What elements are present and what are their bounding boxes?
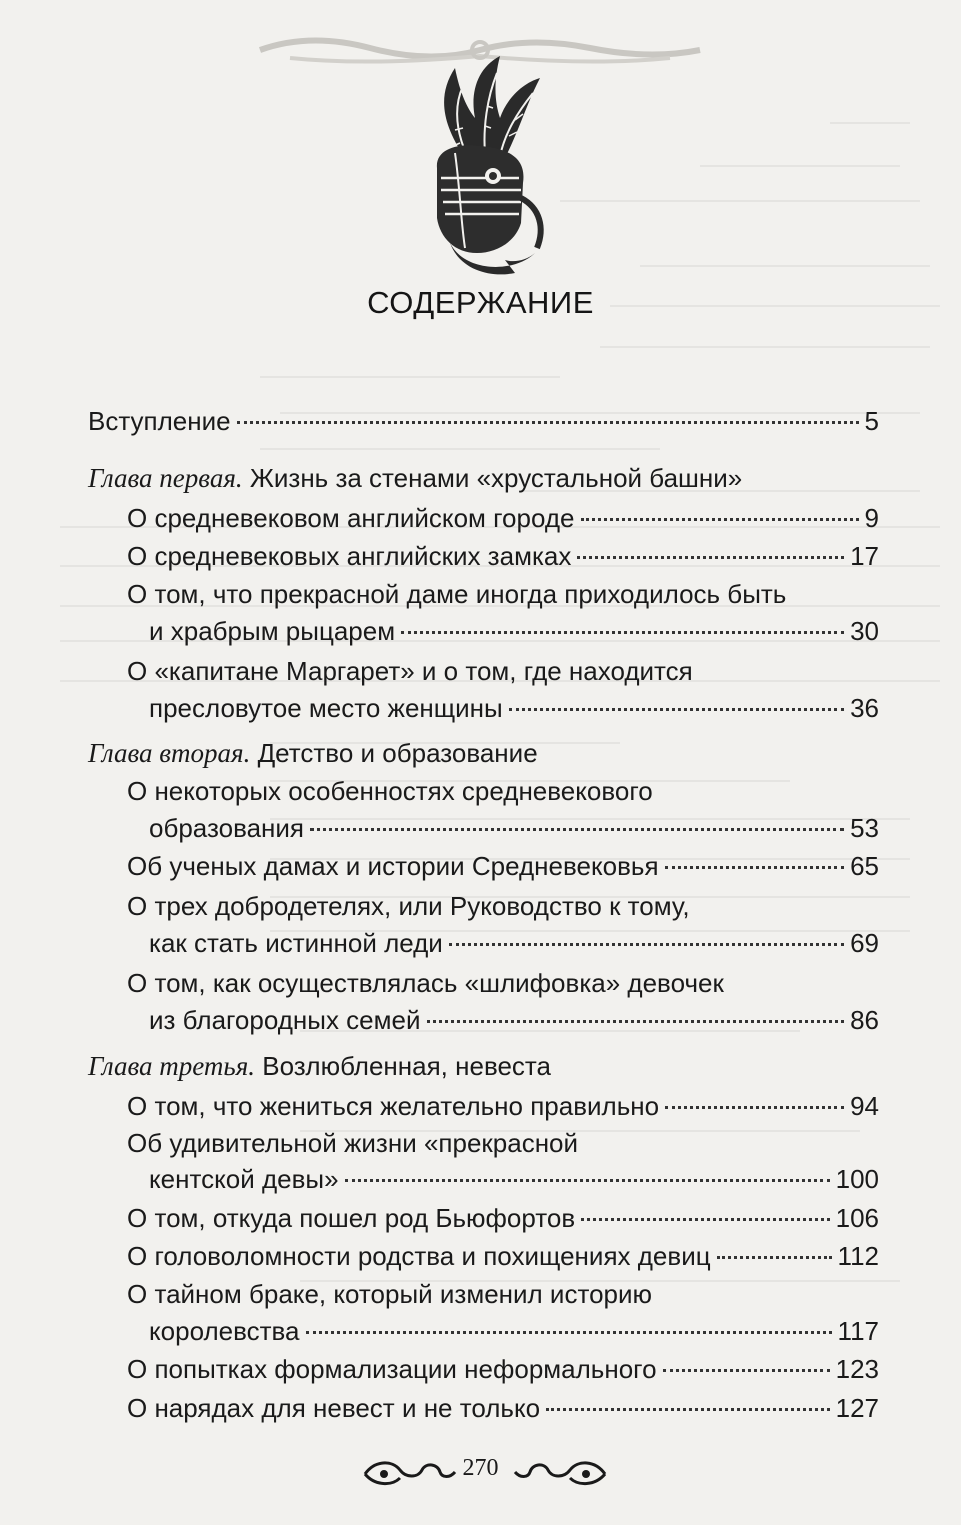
leader-dots (509, 708, 844, 711)
toc-entry-title: О том, откуда пошел род Бьюфортов (127, 1203, 576, 1233)
leader-dots (345, 1179, 830, 1182)
toc-entry (127, 1353, 879, 1385)
toc-entry-line (127, 1127, 879, 1159)
page-number: 270 (462, 1455, 499, 1481)
leader-dots (577, 556, 844, 559)
leader-dots (449, 943, 844, 946)
toc-entry-title: О трех добродетелях, или Руководство к тому, (127, 891, 690, 921)
leader-dots (427, 1020, 845, 1023)
toc-entry-title: О «капитане Маргарет» и о том, где находится (127, 656, 693, 686)
chapter-heading (88, 462, 879, 494)
toc-entry-page: 127 (835, 1393, 879, 1423)
chapter-title: Детство и образование (257, 738, 538, 768)
toc-entry-title: О том, как осуществлялась «шлифовка» девочек (127, 968, 724, 998)
chapter-number: Глава вторая. (88, 738, 251, 768)
toc-entry-title: кентской девы» (149, 1164, 339, 1194)
page-title: СОДЕРЖАНИЕ (367, 285, 594, 320)
chapter-number: Глава первая. (88, 463, 243, 493)
toc-entry-continuation (149, 692, 879, 724)
toc-entry-page: 112 (837, 1241, 879, 1271)
toc-entry-continuation (149, 1163, 879, 1195)
toc-entry-page: 69 (850, 928, 879, 958)
chapter-heading (88, 1050, 879, 1082)
toc-entry-page: 117 (837, 1316, 879, 1346)
leader-dots (306, 1331, 832, 1334)
toc-entry-continuation (149, 812, 879, 844)
toc-entry-title: О попытках формализации неформального (127, 1354, 657, 1384)
toc-entry-page: 94 (850, 1091, 879, 1121)
toc-entry-page: 86 (850, 1005, 879, 1035)
toc-entry-title: образования (149, 813, 305, 843)
toc-entry-page: 123 (835, 1354, 879, 1384)
toc-entry-page: 100 (835, 1164, 879, 1194)
leader-dots (665, 1106, 844, 1109)
toc-entry-page: 65 (850, 851, 879, 881)
toc-entry-title: О том, что прекрасной даме иногда приходилось быть (127, 579, 787, 609)
toc-entry-line (127, 578, 879, 610)
toc-entry-page: 9 (864, 503, 879, 533)
toc-entry-title: Об удивительной жизни «прекрасной (127, 1128, 579, 1158)
toc-entry-continuation (149, 1315, 879, 1347)
leader-dots (546, 1408, 830, 1411)
chapter-title: Возлюбленная, невеста (262, 1051, 552, 1081)
toc-entry-page: 30 (850, 616, 879, 646)
leader-dots (401, 631, 844, 634)
toc-entry-line (127, 775, 879, 807)
toc-entry-title: О средневековом английском городе (127, 503, 575, 533)
toc-entry-title: О том, что жениться желательно правильно (127, 1091, 660, 1121)
toc-entry-line (127, 1278, 879, 1310)
leader-dots (581, 518, 859, 521)
toc-entry-line (127, 890, 879, 922)
toc-entry (127, 850, 879, 882)
toc-entry-title: королевства (149, 1316, 300, 1346)
chapter-heading (88, 737, 879, 769)
leader-dots (663, 1369, 830, 1372)
chapter-number: Глава третья. (88, 1051, 256, 1081)
toc-entry-continuation (149, 1004, 879, 1036)
toc-entry-line (127, 967, 879, 999)
chapter-title: Жизнь за стенами «хрустальной башни» (249, 463, 743, 493)
toc-entry-page: 53 (850, 813, 879, 843)
toc-entry (127, 1392, 879, 1424)
toc-entry-title: О нарядах для невест и не только (127, 1393, 541, 1423)
toc-entry-page: 5 (864, 406, 879, 436)
toc-entry-title: О некоторых особенностях средневекового (127, 776, 653, 806)
leader-dots (237, 421, 859, 424)
toc-entry-title: и храбрым рыцарем (149, 616, 396, 646)
leader-dots (717, 1256, 832, 1259)
toc-entry-title: из благородных семей (149, 1005, 421, 1035)
toc-entry-title: Вступление (88, 406, 231, 436)
leader-dots (665, 866, 845, 869)
leader-dots (310, 828, 844, 831)
toc-entry (88, 405, 879, 437)
toc-entry (127, 540, 879, 572)
toc-entry-page: 17 (850, 541, 879, 571)
toc-entry-title: О средневековых английских замках (127, 541, 572, 571)
toc-entry-continuation (149, 615, 879, 647)
toc-entry-title: Об ученых дамах и истории Средневековья (127, 851, 659, 881)
toc-entry (127, 1090, 879, 1122)
toc-entry-line (127, 655, 879, 687)
toc-entry (127, 502, 879, 534)
toc-entry-title: О тайном браке, который изменил историю (127, 1279, 653, 1309)
leader-dots (581, 1218, 829, 1221)
toc-entry-title: О головоломности родства и похищениях девиц (127, 1241, 711, 1271)
toc-entry-title: как стать истинной леди (149, 928, 443, 958)
toc-entry-title: пресловутое место женщины (149, 693, 503, 723)
toc-entry-page: 106 (835, 1203, 879, 1233)
toc-entry-continuation (149, 927, 879, 959)
toc-entry (127, 1202, 879, 1234)
toc-entry (127, 1240, 879, 1272)
toc-entry-page: 36 (850, 693, 879, 723)
